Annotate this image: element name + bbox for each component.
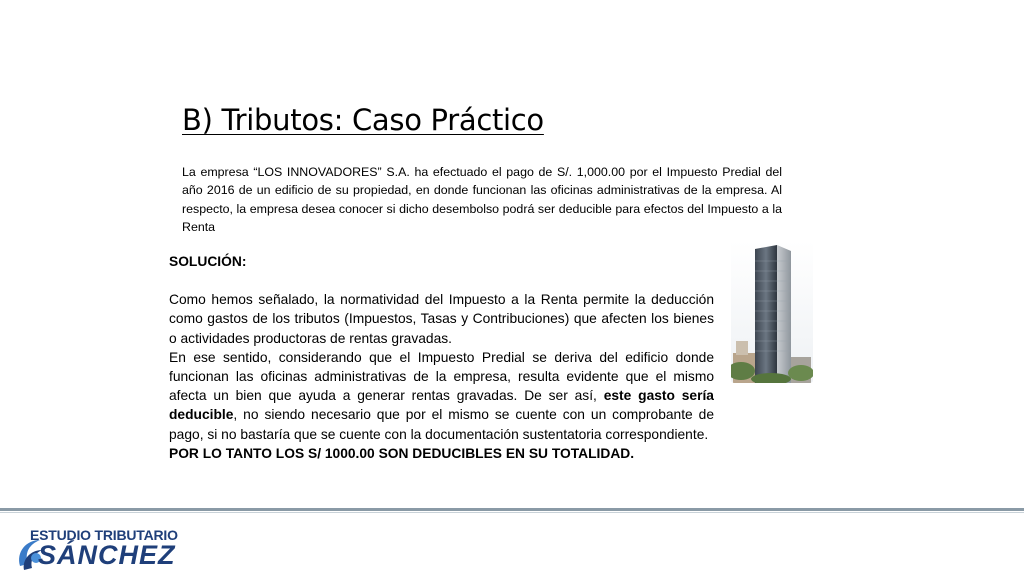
footer-divider-thin bbox=[0, 512, 1024, 513]
solution-paragraph-2-text-b: , no siendo necesario que por el mismo se cuente con un comprobante de pago, si no bastaría que se cuente con la documentación sustentatoria correspondiente. bbox=[169, 407, 714, 442]
solution-paragraph-1: Como hemos señalado, la normatividad del Impuesto a la Renta permite la deducción como gastos de los tributos (Impuestos, Tasas y Contribuciones) que afecten los bienes o actividades productoras de rentas gravadas. bbox=[169, 292, 714, 346]
solution-heading: SOLUCIÓN: bbox=[169, 254, 247, 269]
solution-block bbox=[169, 252, 714, 463]
solution-paragraph-2-text-a: En ese sentido, considerando que el Impuesto Predial se deriva del edificio donde funcionan las oficinas administrativas de la empresa, resulta evidente que el mismo afecta un bien que ayuda a generar rentas gravadas. De ser así, bbox=[169, 349, 714, 404]
building-icon bbox=[731, 241, 813, 383]
solution-deductible-emphasis: este gasto sería deducible bbox=[169, 388, 714, 423]
solution-conclusion: POR LO TANTO LOS S/ 1000.00 SON DEDUCIBLES EN SU TOTALIDAD. bbox=[169, 445, 635, 461]
footer-divider bbox=[0, 508, 1024, 511]
solution-paragraph-2 bbox=[169, 348, 714, 444]
logo-top-text: ESTUDIO TRIBUTARIO bbox=[30, 527, 178, 543]
case-description: La empresa “LOS INNOVADORES” S.A. ha efectuado el pago de S/. 1,000.00 por el Impuesto Predial del año 2016 de un edificio de su propiedad, en donde funcionan las oficinas administrativas de la empresa. Al respecto, la empresa desea conocer si dicho desembolso podrá ser deducible para efectos del Impuesto a la Renta bbox=[182, 165, 782, 234]
logo-main-text: SÁNCHEZ bbox=[38, 540, 176, 570]
slide-title: B) Tributos: Caso Práctico bbox=[182, 103, 544, 137]
